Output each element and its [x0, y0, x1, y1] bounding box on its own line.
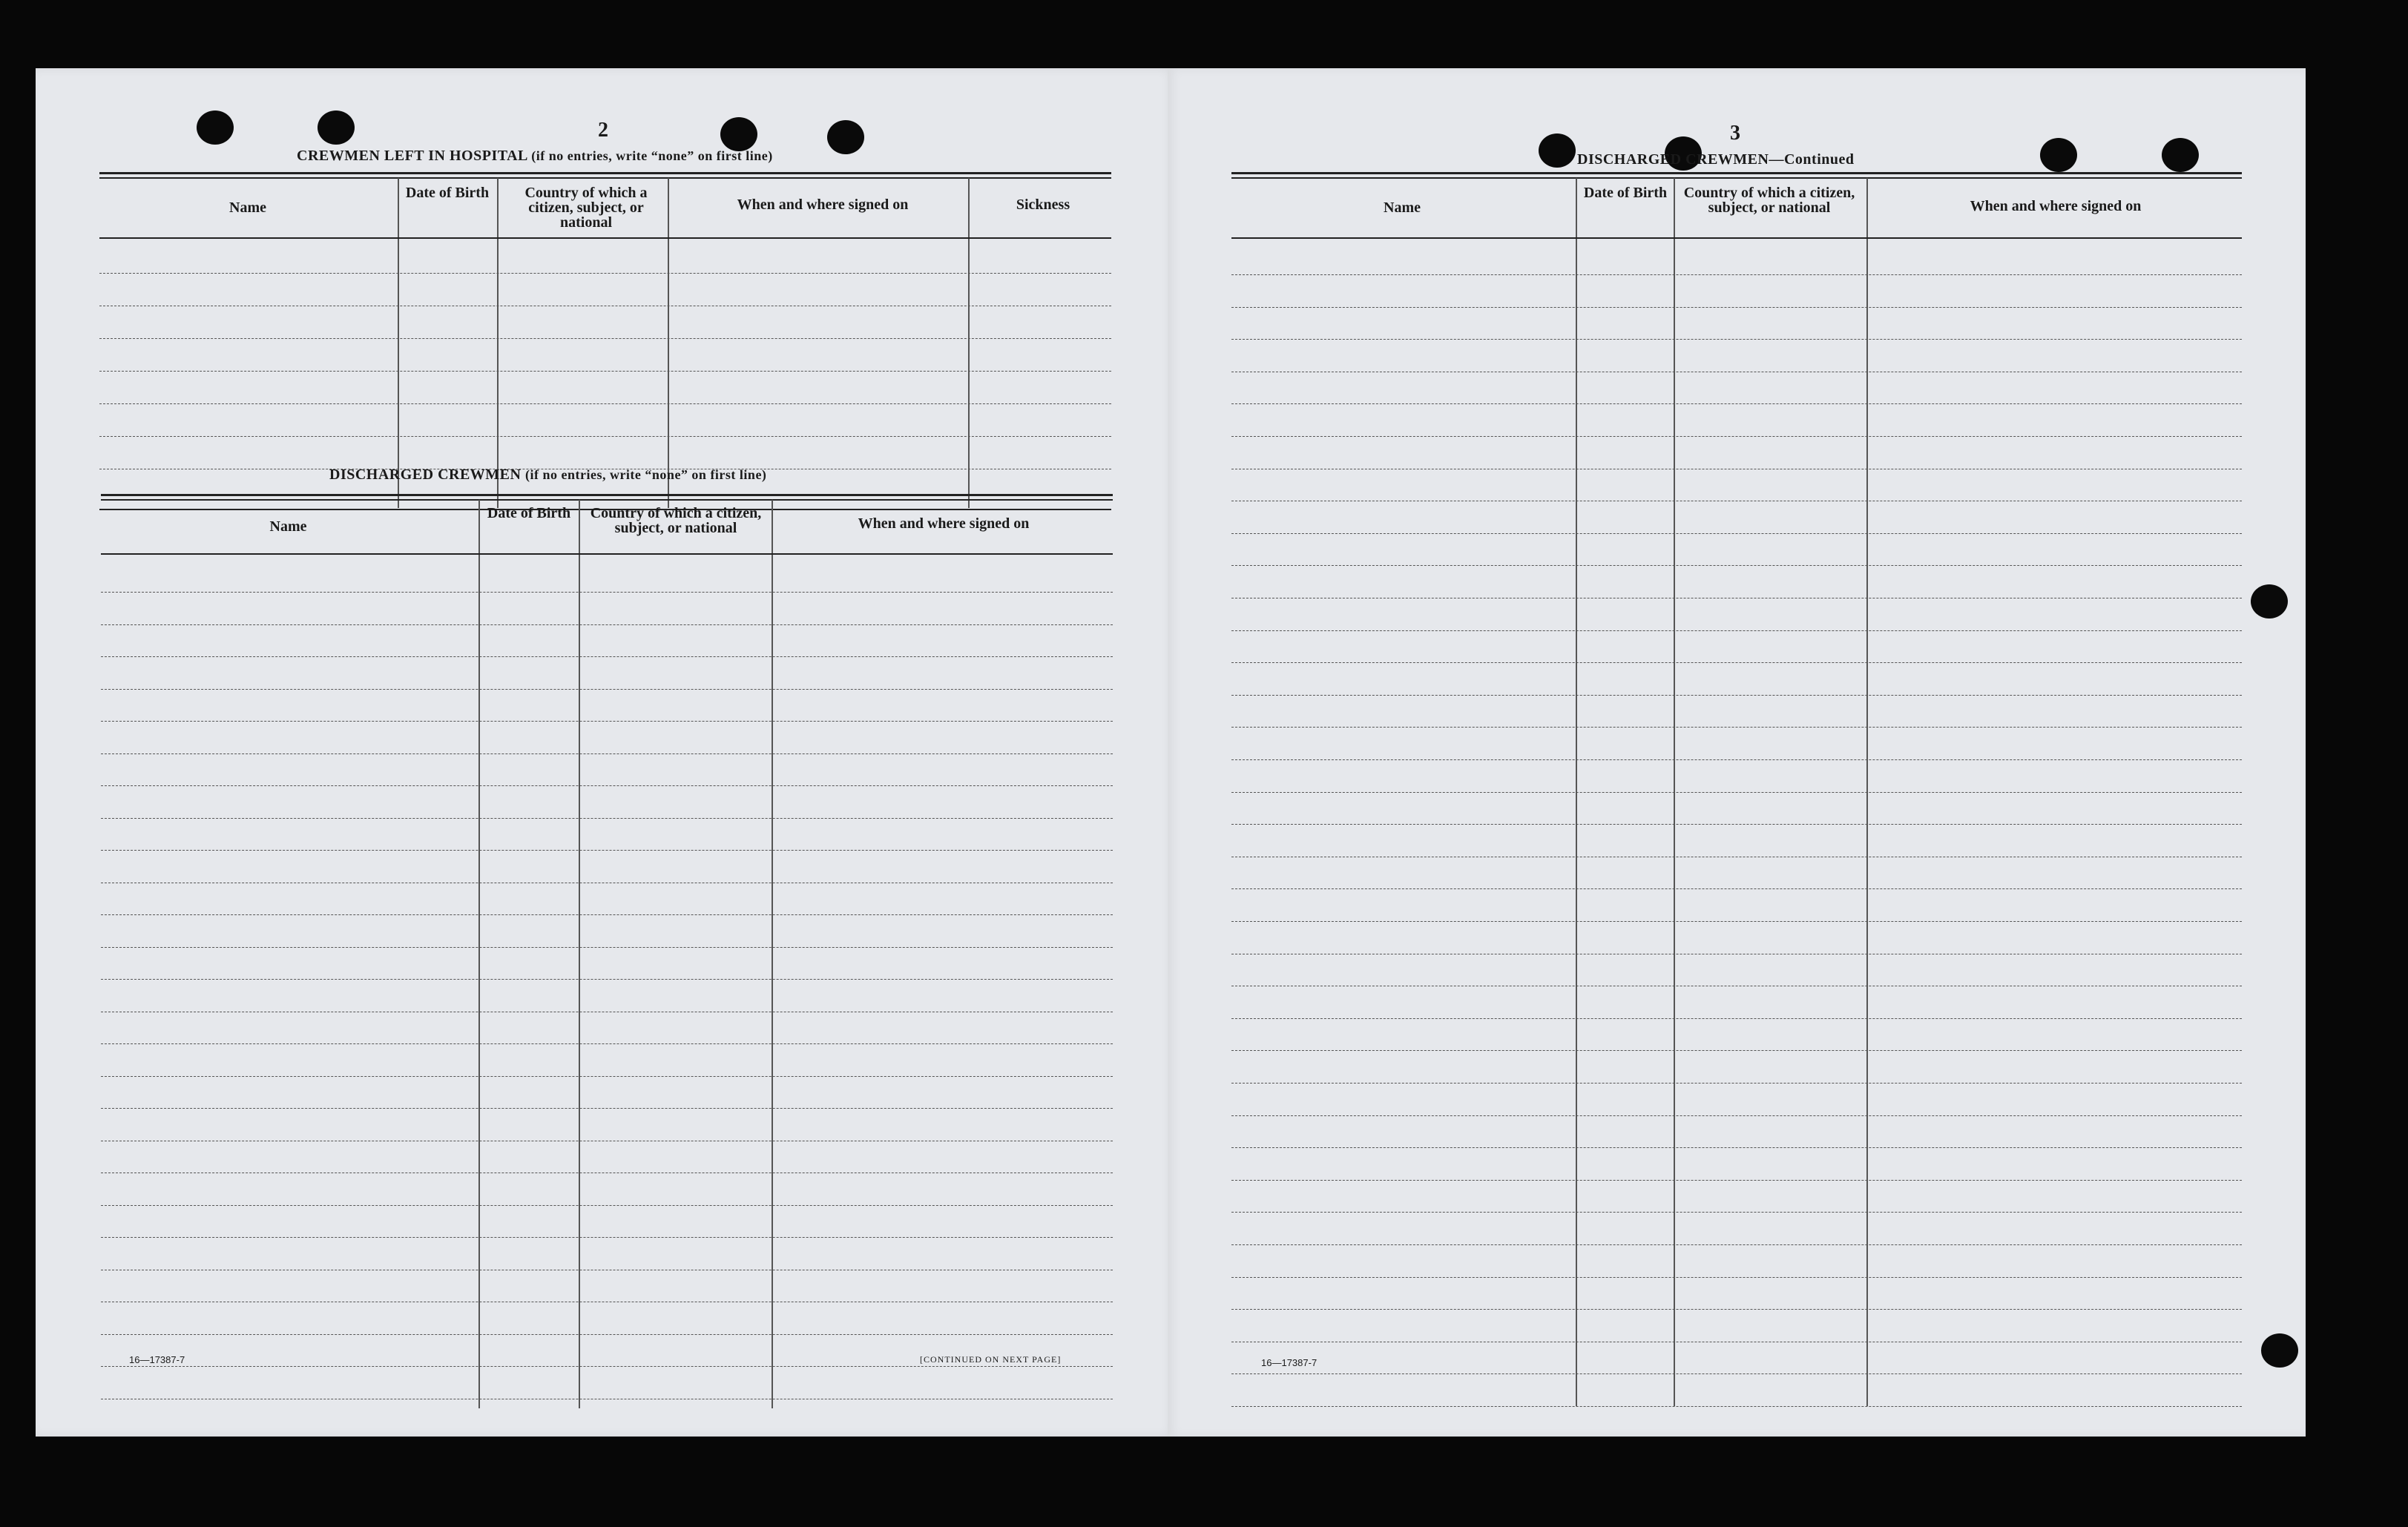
right-entry-line	[1231, 533, 2242, 534]
right-entry-line	[1231, 759, 2242, 760]
right-entry-line	[1231, 403, 2242, 404]
form-number: 16—17387-7	[1261, 1357, 1318, 1368]
hospital-table-top-rule	[99, 172, 1111, 174]
discharged-entry-line	[101, 1205, 1113, 1206]
right-entry-line	[1231, 1277, 2242, 1278]
right-entry-line	[1231, 921, 2242, 922]
hospital-col-divider	[398, 178, 399, 508]
hospital-title-note: (if no entries, write “none” on first line)	[531, 148, 773, 163]
discharged-entry-line	[101, 1108, 1113, 1109]
discharged-entry-line	[101, 850, 1113, 851]
continued-section-title: DISCHARGED CREWMEN—Continued	[1577, 151, 1855, 168]
continued-note: [CONTINUED ON NEXT PAGE]	[920, 1354, 1062, 1365]
right-entry-line	[1231, 1083, 2242, 1084]
discharged-col-divider	[772, 500, 773, 1408]
right-entry-line	[1231, 695, 2242, 696]
right-col-country: Country of which a citizen, subject, or national	[1683, 185, 1855, 216]
right-header-rule	[1231, 237, 2242, 239]
hospital-col-country: Country of which a citizen, subject, or national	[524, 185, 648, 231]
discharged-col-divider	[579, 500, 580, 1408]
hospital-entry-line	[99, 403, 1111, 404]
discharged-header-rule	[101, 553, 1113, 555]
right-entry-line	[1231, 274, 2242, 275]
discharged-entry-line	[101, 753, 1113, 754]
left-page	[36, 68, 1175, 1437]
right-col-signed-on: When and where signed on	[1970, 198, 2142, 214]
hospital-col-divider	[968, 178, 970, 508]
discharged-entry-line	[101, 624, 1113, 625]
punch-hole	[2251, 584, 2288, 619]
right-entry-line	[1231, 1406, 2242, 1407]
discharged-entry-line	[101, 1076, 1113, 1077]
right-entry-line	[1231, 1373, 2242, 1374]
discharged-col-name: Name	[269, 518, 307, 535]
hospital-col-signed-on: When and where signed on	[737, 197, 909, 213]
discharged-entry-line	[101, 689, 1113, 690]
discharged-title-text: DISCHARGED CREWMEN	[329, 466, 522, 483]
right-entry-line	[1231, 888, 2242, 889]
page-number: 3	[1730, 122, 1740, 145]
discharged-table-top-rule	[101, 499, 1113, 501]
right-entry-line	[1231, 307, 2242, 308]
discharged-col-country: Country of which a citizen, subject, or national	[590, 505, 762, 536]
discharged-section-heading	[329, 466, 766, 484]
discharged-col-signed-on: When and where signed on	[858, 515, 1030, 532]
discharged-col-date-of-birth: Date of Birth	[487, 505, 571, 521]
hospital-entry-line	[99, 273, 1111, 274]
discharged-entry-line	[101, 818, 1113, 819]
discharged-entry-line	[101, 721, 1113, 722]
right-table-top-rule	[1231, 177, 2242, 179]
discharged-entry-line	[101, 592, 1113, 593]
discharged-entry-line	[101, 1366, 1113, 1367]
right-entry-line	[1231, 792, 2242, 793]
right-entry-line	[1231, 565, 2242, 566]
right-table-top-rule	[1231, 172, 2242, 174]
discharged-col-divider	[478, 500, 480, 1408]
hospital-col-name: Name	[229, 199, 266, 216]
hospital-entry-line	[99, 338, 1111, 339]
discharged-entry-line	[101, 656, 1113, 657]
punch-hole	[720, 117, 757, 151]
right-entry-line	[1231, 436, 2242, 437]
punch-hole	[1539, 133, 1576, 168]
right-entry-line	[1231, 1180, 2242, 1181]
right-entry-line	[1231, 824, 2242, 825]
right-entry-line	[1231, 1147, 2242, 1148]
right-page	[1168, 68, 2306, 1437]
right-entry-line	[1231, 1244, 2242, 1245]
right-entry-line	[1231, 339, 2242, 340]
discharged-entry-line	[101, 947, 1113, 948]
punch-hole	[2162, 138, 2199, 172]
hospital-section-title	[297, 148, 773, 165]
form-number: 16—17387-7	[129, 1354, 185, 1365]
hospital-header-rule	[99, 237, 1111, 239]
hospital-table-top-rule	[99, 177, 1111, 179]
hospital-entry-line	[99, 436, 1111, 437]
hospital-entry-line	[99, 371, 1111, 372]
right-entry-line	[1231, 1018, 2242, 1019]
discharged-entry-line	[101, 785, 1113, 786]
right-entry-line	[1231, 1212, 2242, 1213]
discharged-entry-line	[101, 914, 1113, 915]
punch-hole	[197, 111, 234, 145]
discharged-entry-line	[101, 1334, 1113, 1335]
right-entry-line	[1231, 1050, 2242, 1051]
right-entry-line	[1231, 1115, 2242, 1116]
right-entry-line	[1231, 727, 2242, 728]
punch-hole	[318, 111, 355, 145]
punch-hole	[827, 120, 864, 154]
hospital-col-sickness: Sickness	[1016, 197, 1070, 213]
hospital-col-date-of-birth: Date of Birth	[405, 185, 490, 201]
right-entry-line	[1231, 630, 2242, 631]
discharged-table-top-rule	[101, 494, 1113, 496]
right-col-date-of-birth: Date of Birth	[1583, 185, 1668, 201]
hospital-title-text: CREWMEN LEFT IN HOSPITAL	[297, 148, 527, 164]
hospital-col-divider	[497, 178, 499, 508]
discharged-title-note: (if no entries, write “none” on first line)	[524, 467, 767, 482]
right-entry-line	[1231, 662, 2242, 663]
hospital-col-divider	[668, 178, 669, 508]
discharged-entry-line	[101, 979, 1113, 980]
punch-hole	[2040, 138, 2077, 172]
page-number: 2	[598, 119, 608, 142]
discharged-entry-line	[101, 1043, 1113, 1044]
punch-hole	[2261, 1333, 2298, 1368]
right-entry-line	[1231, 1309, 2242, 1310]
discharged-entry-line	[101, 1237, 1113, 1238]
right-col-name: Name	[1384, 199, 1421, 216]
